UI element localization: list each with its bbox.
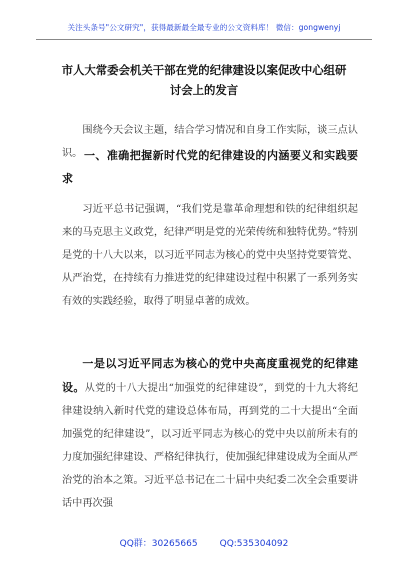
paragraph-2 — [62, 352, 358, 515]
title-line-2: 讨会上的发言 — [169, 83, 239, 97]
header-divider — [36, 39, 372, 40]
footer-qq-group: QQ群：30265665 — [119, 539, 198, 549]
paragraph-2-lead: 一是以习近平同志为核心的党中央高度重视党的纪律建设。 — [62, 357, 358, 394]
footer-qq: QQ:535304092 — [219, 539, 289, 549]
intro-paragraph: 围绕今天会议主题，结合学习情况和自身工作实际，谈三点认识。 — [62, 125, 358, 159]
paragraph-1: 习近平总书记强调，“我们党是靠革命理想和铁的纪律组织起来的马克思主义政党，纪律严明是党的光荣传统和独特优势。”特别是党的十八大以来，以习近平同志为核心的党中央坚持党要管党、从严治党，在持续有力推进党的纪律建设过程中积累了一系列务实有效的实践经验，取得了明显卓著的成效。 — [62, 204, 358, 307]
document-title — [56, 60, 352, 100]
header-banner: 关注头条号"公文研究"，获得最新最全最专业的公文资料库！ 微信：gongwenyj — [67, 23, 341, 32]
footer-contacts — [0, 536, 408, 549]
section-heading-1: 一、准确把握新时代党的纪律建设的内涵要义和实践要求 — [62, 149, 358, 185]
title-line-1: 市人大常委会机关干部在党的纪律建设以案促改中心组研 — [61, 63, 347, 77]
paragraph-2-body: 从党的十八大提出“加强党的纪律建设”，到党的十九大将纪律建设纳入新时代党的建设总体布局，再到党的二十大提出“全面加强党的纪律建设”，以习近平同志为核心的党中央以前所未有的力度加强纪律建设、严格纪律执行，使加强纪律建设成为全面从严治党的治本之策。习近平总书记在二十届中央纪委二次全会重要讲话中再次强 — [62, 383, 358, 509]
